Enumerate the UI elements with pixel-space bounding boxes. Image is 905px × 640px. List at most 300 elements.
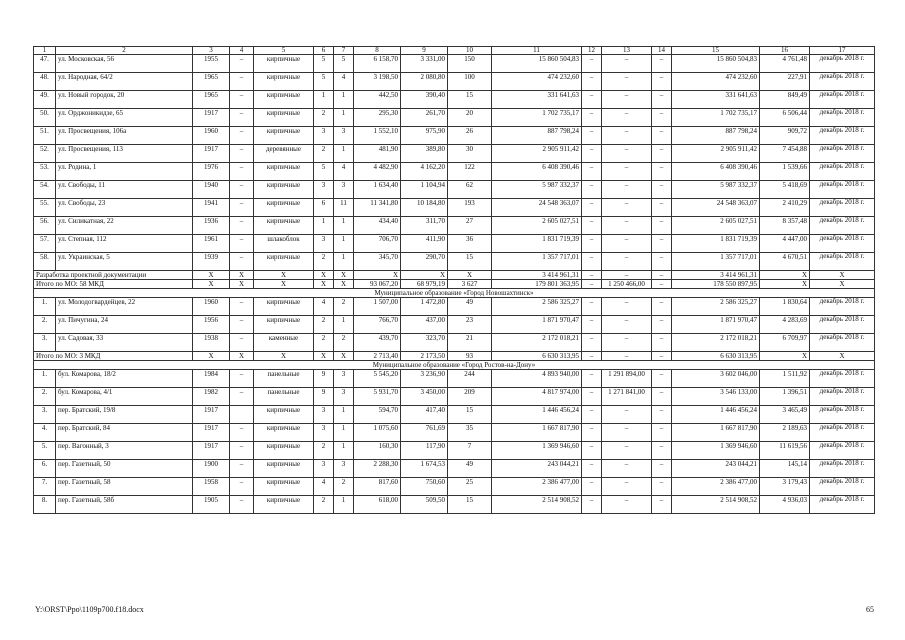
table-cell: ул. Новый городок, 20: [56, 91, 193, 109]
table-cell: 1: [334, 253, 354, 271]
table-cell: –: [582, 370, 602, 388]
table-cell: –: [652, 478, 672, 496]
table-cell: 2: [314, 496, 334, 514]
table-cell: 6 506,44: [760, 109, 810, 127]
table-cell: декабрь 2018 г.: [810, 109, 875, 127]
table-cell: 1: [314, 91, 334, 109]
table-cell: 11 341,80: [354, 199, 401, 217]
table-cell: декабрь 2018 г.: [810, 163, 875, 181]
table-cell: 909,72: [760, 127, 810, 145]
table-cell: 93: [448, 352, 492, 361]
table-cell: 2 514 908,52: [492, 496, 582, 514]
table-cell: –: [652, 109, 672, 127]
section-row: [34, 361, 875, 370]
table-cell: –: [230, 496, 254, 514]
table-cell: –: [602, 91, 652, 109]
table-cell: –: [582, 424, 602, 442]
table-cell: 2 172 018,21: [492, 334, 582, 352]
table-cell: ул. Пичугина, 24: [56, 316, 193, 334]
page-number: 65: [866, 605, 874, 614]
table-cell: декабрь 2018 г.: [810, 298, 875, 316]
table-cell: 1961: [193, 235, 230, 253]
table-cell: ул. Степная, 112: [56, 235, 193, 253]
table-cell: –: [652, 370, 672, 388]
table-cell: декабрь 2018 г.: [810, 145, 875, 163]
table-cell: –: [602, 181, 652, 199]
table-cell: 1 075,60: [354, 424, 401, 442]
table-cell: 2 905 911,42: [672, 145, 760, 163]
table-cell: –: [230, 217, 254, 235]
table-cell: 1982: [193, 388, 230, 406]
table-cell: 2.: [34, 316, 56, 334]
table-cell: декабрь 2018 г.: [810, 91, 875, 109]
table-cell: 3 236,90: [401, 370, 448, 388]
table-cell: 761,69: [401, 424, 448, 442]
table-cell: 58.: [34, 253, 56, 271]
table-cell: 4: [314, 478, 334, 496]
table-cell: 1 674,53: [401, 460, 448, 478]
table-row: [34, 316, 875, 334]
table-cell: Х: [193, 271, 230, 280]
table-cell: панельные: [254, 370, 314, 388]
column-number: 10: [448, 47, 492, 55]
table-cell: Х: [193, 352, 230, 361]
table-cell: –: [582, 478, 602, 496]
table-cell: 3 414 961,31: [492, 271, 582, 280]
table-cell: 15: [448, 496, 492, 514]
table-cell: –: [230, 199, 254, 217]
section-title: Муниципальное образование «Город Новошахтинск»: [34, 289, 875, 298]
table-cell: 49.: [34, 91, 56, 109]
table-cell: 93 067,20: [354, 280, 401, 289]
table-cell: бул. Комарова, 4/1: [56, 388, 193, 406]
table-cell: 15: [448, 406, 492, 424]
table-cell: –: [582, 91, 602, 109]
table-cell: –: [230, 253, 254, 271]
table-cell: –: [602, 109, 652, 127]
table-cell: –: [602, 73, 652, 91]
table-cell: –: [602, 127, 652, 145]
table-cell: –: [652, 442, 672, 460]
table-cell: шлакоблок: [254, 235, 314, 253]
column-number: 16: [760, 47, 810, 55]
table-cell: 15: [448, 91, 492, 109]
table-cell: 8.: [34, 496, 56, 514]
table-cell: декабрь 2018 г.: [810, 316, 875, 334]
table-cell: пер. Газетный, 50: [56, 460, 193, 478]
table-cell: 1917: [193, 442, 230, 460]
table-cell: –: [652, 424, 672, 442]
table-cell: ул. Орджоникидзе, 65: [56, 109, 193, 127]
table-cell: –: [652, 73, 672, 91]
table-cell: 3 450,00: [401, 388, 448, 406]
table-row: [34, 109, 875, 127]
table-cell: 2: [314, 334, 334, 352]
table-cell: 4 162,20: [401, 163, 448, 181]
table-cell: 209: [448, 388, 492, 406]
table-cell: 1 357 717,01: [672, 253, 760, 271]
table-cell: 6 408 390,46: [492, 163, 582, 181]
table-cell: –: [652, 145, 672, 163]
table-cell: декабрь 2018 г.: [810, 235, 875, 253]
table-cell: кирпичные: [254, 442, 314, 460]
table-cell: ул. Свободы, 11: [56, 181, 193, 199]
table-cell: –: [230, 370, 254, 388]
table-cell: 1: [334, 442, 354, 460]
table-cell: Разработка проектной документации: [34, 271, 193, 280]
table-cell: 618,00: [354, 496, 401, 514]
column-number: 1: [34, 47, 56, 55]
table-cell: 1 357 717,01: [492, 253, 582, 271]
table-cell: Х: [810, 352, 875, 361]
table-cell: –: [582, 145, 602, 163]
table-cell: Х: [230, 352, 254, 361]
table-cell: –: [602, 217, 652, 235]
table-cell: 7: [448, 442, 492, 460]
table-cell: 1 830,64: [760, 298, 810, 316]
table-cell: –: [582, 388, 602, 406]
table-cell: 1984: [193, 370, 230, 388]
table-cell: –: [652, 127, 672, 145]
table-cell: 15: [448, 253, 492, 271]
table-row: [34, 181, 875, 199]
table-row: [34, 145, 875, 163]
table-cell: 24 548 363,07: [672, 199, 760, 217]
table-cell: 4.: [34, 424, 56, 442]
table-cell: Итого по МО: 3 МКД: [34, 352, 193, 361]
table-cell: 1941: [193, 199, 230, 217]
table-cell: 3: [334, 460, 354, 478]
table-cell: –: [602, 235, 652, 253]
table-cell: 3: [334, 127, 354, 145]
table-cell: декабрь 2018 г.: [810, 496, 875, 514]
table-cell: декабрь 2018 г.: [810, 253, 875, 271]
table-cell: –: [652, 91, 672, 109]
table-cell: 817,60: [354, 478, 401, 496]
table-cell: декабрь 2018 г.: [810, 388, 875, 406]
table-cell: 2 173,50: [401, 352, 448, 361]
table-cell: 509,50: [401, 496, 448, 514]
table-cell: 2: [334, 334, 354, 352]
column-number: 17: [810, 47, 875, 55]
table-cell: –: [582, 496, 602, 514]
table-cell: Х: [334, 352, 354, 361]
table-cell: –: [652, 280, 672, 289]
table-cell: 15 860 504,83: [492, 55, 582, 73]
table-cell: 1: [334, 235, 354, 253]
table-cell: декабрь 2018 г.: [810, 442, 875, 460]
table-cell: Х: [810, 280, 875, 289]
table-cell: 1958: [193, 478, 230, 496]
table-cell: декабрь 2018 г.: [810, 199, 875, 217]
table-cell: –: [602, 253, 652, 271]
section-title: Муниципальное образование «Город Ростов-на-Дону»: [34, 361, 875, 370]
table-cell: 1917: [193, 406, 230, 424]
table-cell: 481,90: [354, 145, 401, 163]
table-cell: –: [652, 271, 672, 280]
table-cell: Х: [760, 271, 810, 280]
table-cell: 5.: [34, 442, 56, 460]
table-cell: 1 271 841,00: [602, 388, 652, 406]
table-cell: –: [230, 163, 254, 181]
table-cell: 15 860 504,83: [672, 55, 760, 73]
table-cell: 1 396,51: [760, 388, 810, 406]
table-cell: –: [652, 217, 672, 235]
table-row: [34, 199, 875, 217]
table-cell: –: [602, 334, 652, 352]
table-cell: кирпичные: [254, 217, 314, 235]
table-cell: 1 446 456,24: [672, 406, 760, 424]
table-cell: 8 357,48: [760, 217, 810, 235]
table-cell: декабрь 2018 г.: [810, 334, 875, 352]
section-row: [34, 289, 875, 298]
table-cell: Х: [760, 352, 810, 361]
table-cell: 150: [448, 55, 492, 73]
table-cell: 6: [314, 199, 334, 217]
column-number: 4: [230, 47, 254, 55]
table-cell: Х: [254, 352, 314, 361]
table-cell: –: [602, 442, 652, 460]
table-cell: 849,49: [760, 91, 810, 109]
table-row: [34, 460, 875, 478]
table-cell: 1917: [193, 109, 230, 127]
table-cell: 295,30: [354, 109, 401, 127]
table-row: [34, 478, 875, 496]
table-cell: 390,40: [401, 91, 448, 109]
table-cell: 5: [314, 163, 334, 181]
table-cell: –: [582, 253, 602, 271]
table-cell: 437,00: [401, 316, 448, 334]
table-cell: 3: [314, 460, 334, 478]
table-cell: 1 511,92: [760, 370, 810, 388]
table-cell: –: [230, 181, 254, 199]
table-cell: 2 713,40: [354, 352, 401, 361]
table-cell: –: [652, 496, 672, 514]
table-row: [34, 217, 875, 235]
table-cell: 55.: [34, 199, 56, 217]
table-cell: 345,70: [354, 253, 401, 271]
data-table: [33, 46, 875, 514]
table-cell: 1: [334, 91, 354, 109]
table-cell: деревянные: [254, 145, 314, 163]
table-row: [34, 235, 875, 253]
table-cell: 30: [448, 145, 492, 163]
table-cell: декабрь 2018 г.: [810, 406, 875, 424]
table-cell: 1 507,00: [354, 298, 401, 316]
table-cell: 20: [448, 109, 492, 127]
table-cell: 3 179,43: [760, 478, 810, 496]
table-cell: декабрь 2018 г.: [810, 73, 875, 91]
table-cell: 1 369 946,60: [492, 442, 582, 460]
table-cell: 4: [314, 298, 334, 316]
table-cell: 2 386 477,00: [492, 478, 582, 496]
table-cell: 389,80: [401, 145, 448, 163]
table-cell: 3 602 046,00: [672, 370, 760, 388]
table-row: [34, 388, 875, 406]
table-cell: 1940: [193, 181, 230, 199]
table-cell: 1 831 719,39: [672, 235, 760, 253]
table-cell: 49: [448, 298, 492, 316]
table-cell: Х: [314, 271, 334, 280]
table-cell: –: [230, 298, 254, 316]
table-cell: 10 184,80: [401, 199, 448, 217]
table-cell: кирпичные: [254, 73, 314, 91]
table-cell: ул. Украинская, 5: [56, 253, 193, 271]
table-cell: 36: [448, 235, 492, 253]
table-cell: 474 232,60: [672, 73, 760, 91]
table-cell: –: [582, 298, 602, 316]
table-cell: 1 634,40: [354, 181, 401, 199]
table-cell: 5 987 332,37: [672, 181, 760, 199]
table-cell: ул. Просвещения, 106а: [56, 127, 193, 145]
table-cell: 52.: [34, 145, 56, 163]
table-cell: 4 893 940,00: [492, 370, 582, 388]
table-cell: Х: [314, 352, 334, 361]
table-cell: 1: [334, 217, 354, 235]
table-cell: 3: [334, 370, 354, 388]
table-cell: –: [652, 406, 672, 424]
table-cell: 1 291 894,00: [602, 370, 652, 388]
table-cell: 3: [314, 424, 334, 442]
table-cell: 3 627: [448, 280, 492, 289]
table-cell: 24 548 363,07: [492, 199, 582, 217]
table-cell: 331 641,63: [672, 91, 760, 109]
table-cell: 122: [448, 163, 492, 181]
table-cell: Х: [254, 271, 314, 280]
table-cell: –: [602, 478, 652, 496]
table-cell: –: [602, 145, 652, 163]
table-cell: 2 080,80: [401, 73, 448, 91]
table-cell: –: [602, 316, 652, 334]
table-cell: 47.: [34, 55, 56, 73]
table-cell: 2 386 477,00: [672, 478, 760, 496]
column-number: 3: [193, 47, 230, 55]
table-cell: 1: [334, 145, 354, 163]
table-row: [34, 370, 875, 388]
table-cell: –: [582, 460, 602, 478]
table-cell: 4 447,00: [760, 235, 810, 253]
table-row: [34, 298, 875, 316]
table-cell: 750,60: [401, 478, 448, 496]
table-cell: кирпичные: [254, 253, 314, 271]
table-cell: ул. Просвещения, 113: [56, 145, 193, 163]
table-cell: кирпичные: [254, 478, 314, 496]
table-cell: 1 831 719,39: [492, 235, 582, 253]
table-cell: –: [582, 109, 602, 127]
table-cell: Х: [810, 271, 875, 280]
table-cell: –: [230, 235, 254, 253]
table-cell: 3: [314, 406, 334, 424]
table-cell: 887 798,24: [672, 127, 760, 145]
table-cell: –: [582, 316, 602, 334]
table-cell: 417,40: [401, 406, 448, 424]
table-cell: 2 605 027,51: [672, 217, 760, 235]
table-cell: 594,70: [354, 406, 401, 424]
table-cell: 1 667 817,90: [672, 424, 760, 442]
table-cell: 434,40: [354, 217, 401, 235]
column-number: 13: [602, 47, 652, 55]
table-cell: 3 198,50: [354, 73, 401, 91]
table-cell: 4 283,69: [760, 316, 810, 334]
table-cell: 1960: [193, 298, 230, 316]
table-row: [34, 55, 875, 73]
table-cell: 3 414 961,31: [672, 271, 760, 280]
table-cell: 2: [314, 442, 334, 460]
total-row: [34, 352, 875, 361]
table-row: [34, 334, 875, 352]
table-cell: кирпичные: [254, 460, 314, 478]
table-cell: –: [602, 163, 652, 181]
table-cell: 1936: [193, 217, 230, 235]
table-cell: –: [230, 145, 254, 163]
table-cell: 6 158,70: [354, 55, 401, 73]
column-number: 2: [56, 47, 193, 55]
table-cell: 1956: [193, 316, 230, 334]
table-cell: 53.: [34, 163, 56, 181]
table-cell: Х: [314, 280, 334, 289]
table-cell: –: [602, 55, 652, 73]
table-cell: 3: [314, 235, 334, 253]
table-cell: 766,70: [354, 316, 401, 334]
table-cell: 6 408 390,46: [672, 163, 760, 181]
table-cell: –: [652, 316, 672, 334]
table-cell: –: [602, 406, 652, 424]
table-cell: 261,70: [401, 109, 448, 127]
table-cell: 178 550 897,95: [672, 280, 760, 289]
column-number: 6: [314, 47, 334, 55]
table-cell: 57.: [34, 235, 56, 253]
table-cell: –: [582, 406, 602, 424]
table-cell: –: [582, 442, 602, 460]
table-cell: 1.: [34, 298, 56, 316]
table-cell: 4 482,90: [354, 163, 401, 181]
table-cell: кирпичные: [254, 316, 314, 334]
table-cell: –: [652, 388, 672, 406]
table-cell: ул. Родина, 1: [56, 163, 193, 181]
table-cell: декабрь 2018 г.: [810, 127, 875, 145]
table-cell: 1976: [193, 163, 230, 181]
table-cell: 1 446 456,24: [492, 406, 582, 424]
table-cell: –: [230, 478, 254, 496]
table-cell: –: [652, 235, 672, 253]
table-cell: кирпичные: [254, 127, 314, 145]
table-cell: 1 104,94: [401, 181, 448, 199]
table-cell: 5: [334, 55, 354, 73]
table-row: [34, 496, 875, 514]
table-cell: кирпичные: [254, 163, 314, 181]
table-cell: декабрь 2018 г.: [810, 424, 875, 442]
table-cell: декабрь 2018 г.: [810, 217, 875, 235]
table-cell: декабрь 2018 г.: [810, 55, 875, 73]
table-cell: Х: [230, 280, 254, 289]
table-cell: 887 798,24: [492, 127, 582, 145]
table-cell: ул. Московская, 56: [56, 55, 193, 73]
table-cell: –: [652, 334, 672, 352]
table-cell: 27: [448, 217, 492, 235]
table-cell: пер. Газетный, 58: [56, 478, 193, 496]
table-cell: 311,70: [401, 217, 448, 235]
table-cell: 1900: [193, 460, 230, 478]
table-cell: декабрь 2018 г.: [810, 181, 875, 199]
table-cell: 2 288,30: [354, 460, 401, 478]
table-cell: 3: [314, 181, 334, 199]
table-cell: Итого по МО: 58 МКД: [34, 280, 193, 289]
table-cell: Х: [334, 271, 354, 280]
table-cell: кирпичные: [254, 91, 314, 109]
table-cell: –: [582, 199, 602, 217]
table-cell: 706,70: [354, 235, 401, 253]
table-cell: 5: [314, 55, 334, 73]
